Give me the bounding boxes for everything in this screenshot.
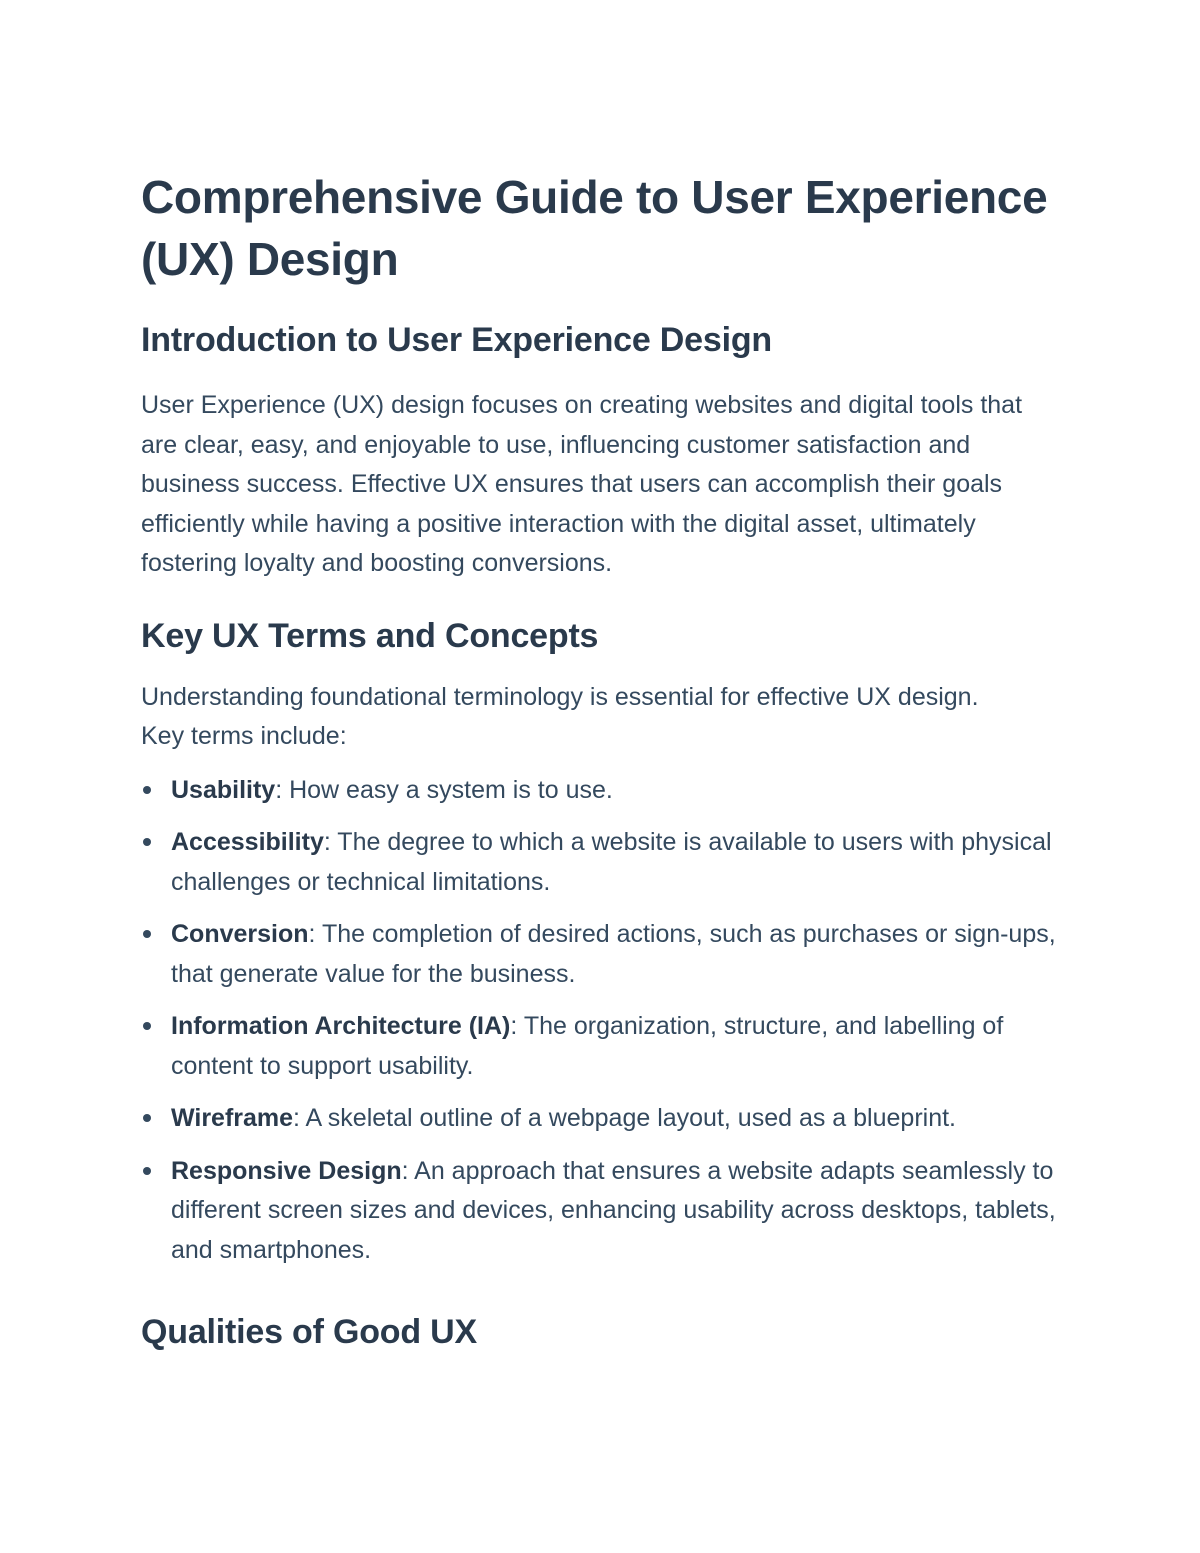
document-title: Comprehensive Guide to User Experience (UX) Design: [141, 171, 1048, 285]
list-item: [141, 1099, 1061, 1139]
section-heading-introduction: Introduction to User Experience Design: [141, 321, 772, 359]
list-item-term: Information Architecture (IA): [171, 1012, 511, 1040]
bullet-icon: [143, 838, 151, 846]
list-item-definition: : How easy a system is to use.: [275, 775, 613, 804]
list-item-definition: : The degree to which a website is available to users with physical challenges or technical limitations.: [171, 828, 1052, 896]
list-item-definition: : A skeletal outline of a webpage layout, used as a blueprint.: [293, 1104, 956, 1132]
section-heading-key-terms: Key UX Terms and Concepts: [141, 616, 599, 655]
section-heading-qualities: Qualities of Good UX: [141, 1313, 478, 1351]
bullet-icon: [143, 1022, 151, 1030]
list-item: [141, 915, 1061, 994]
bullet-icon: [143, 930, 151, 938]
list-item: [141, 823, 1061, 902]
list-item-definition: : The organization, structure, and labelling of content to support usability.: [171, 1012, 1004, 1080]
list-item: [141, 1152, 1061, 1271]
list-item-term: Responsive Design: [171, 1156, 402, 1185]
bullet-icon: [143, 1167, 151, 1175]
list-item-term: Usability: [171, 775, 276, 804]
list-item-definition: : An approach that ensures a website adapts seamlessly to different screen sizes and devices, enhancing usability across desktops, tablets, and smartphones.: [171, 1156, 1056, 1264]
key-terms-paragraph: Understanding foundational terminology is essential for effective UX design. Key terms include:: [141, 682, 979, 750]
list-item-term: Accessibility: [171, 828, 324, 856]
list-item-term: Wireframe: [171, 1104, 294, 1132]
key-terms-list: [141, 771, 1061, 1271]
list-item: [141, 771, 1061, 811]
bullet-icon: [143, 1114, 151, 1122]
bullet-icon: [143, 786, 151, 794]
introduction-paragraph: User Experience (UX) design focuses on creating websites and digital tools that are clear, easy, and enjoyable to use, influencing customer satisfaction and business success. Effective UX ensures that users can accomplish their goals efficiently while having a positive interaction with the digital asset, ultimately fostering loyalty and boosting conversions.: [141, 391, 1023, 577]
list-item-definition: : The completion of desired actions, such as purchases or sign-ups, that generate value for the business.: [171, 920, 1056, 988]
list-item-term: Conversion: [171, 920, 309, 948]
list-item: [141, 1007, 1061, 1086]
document-page: [141, 166, 1061, 1354]
